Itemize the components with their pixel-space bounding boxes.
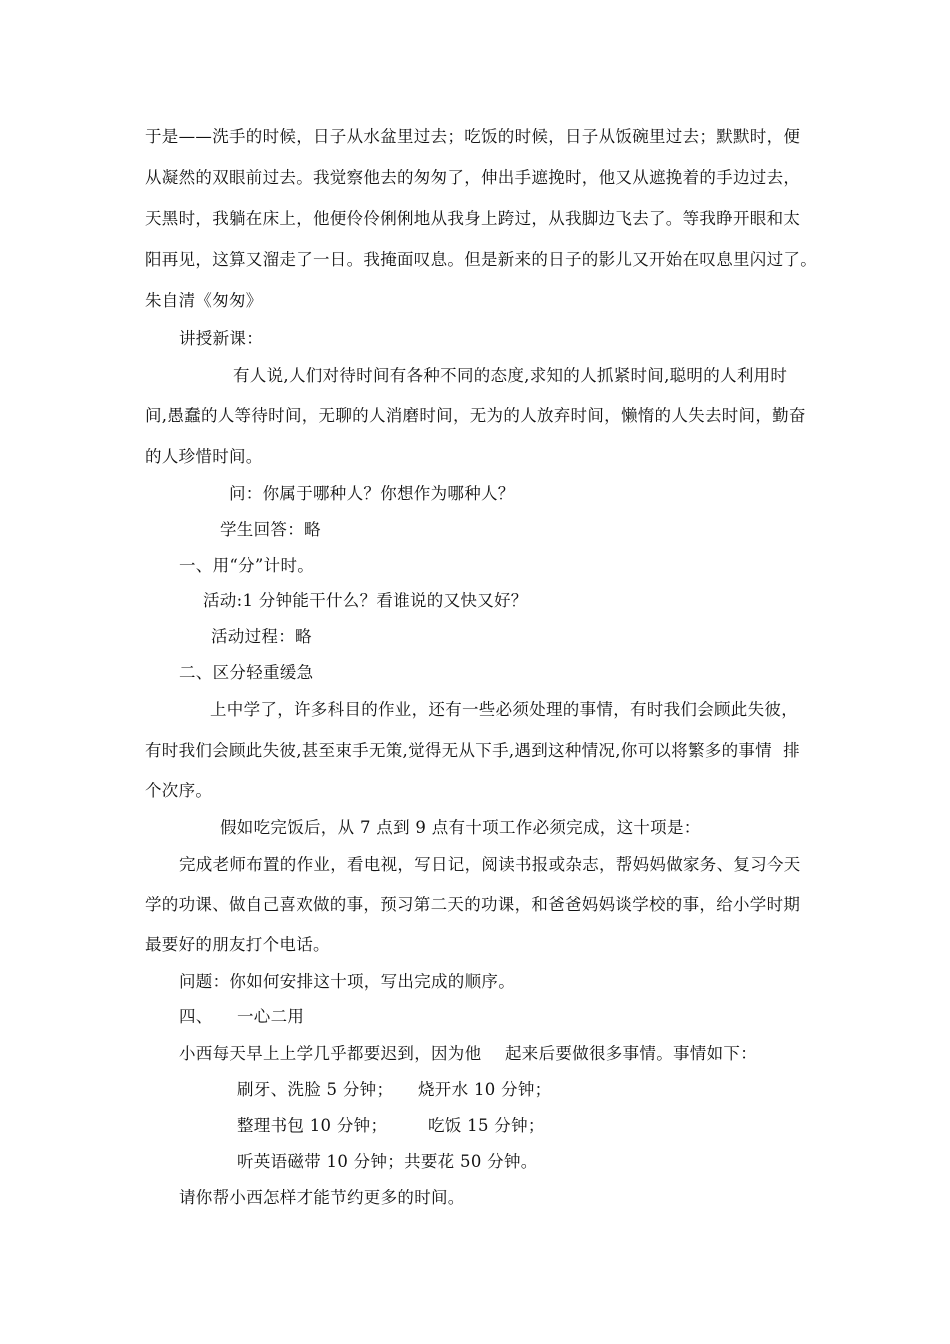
- section4-item-3-left: 听英语磁带 10 分钟；共要花 50 分钟。: [237, 1152, 538, 1171]
- new-lesson-heading: 讲授新课：: [179, 329, 263, 348]
- section1-activity: 活动:1 分钟能干什么？看谁说的又快又好？: [203, 591, 528, 610]
- section4-title: 一心二用: [237, 1007, 305, 1026]
- section4-item-2-left: 整理书包 10 分钟；: [237, 1116, 388, 1135]
- section2-paragraph-line-2: 有时我们会顾此失彼,甚至束手无策,觉得无从下手,遇到这种情况,你可以将繁多的事情 排: [145, 741, 800, 760]
- section2-tasks-line-1: 完成老师布置的作业，看电视，写日记，阅读书报或杂志，帮妈妈做家务、复习今天: [179, 855, 801, 874]
- section2-title: 二、区分轻重缓急: [179, 663, 314, 682]
- section4-closing: 请你帮小西怎样才能节约更多的时间。: [179, 1188, 465, 1207]
- section2-paragraph-line-3: 个次序。: [145, 781, 213, 800]
- section4-intro-part2: 起来后要做很多事情。事情如下：: [505, 1044, 757, 1063]
- student-answer-line: 学生回答：略: [220, 520, 321, 539]
- section4-item-1-right: 烧开水 10 分钟；: [418, 1080, 552, 1099]
- attitudes-line-3: 的人珍惜时间。: [145, 447, 263, 466]
- attitudes-line-2: 间,愚蠢的人等待时间，无聊的人消磨时间，无为的人放弃时间，懒惰的人失去时间，勤奋: [145, 406, 806, 425]
- section4-item-2-right: 吃饭 15 分钟；: [428, 1116, 545, 1135]
- intro-line-3: 天黑时，我躺在床上，他便伶伶俐俐地从我身上跨过，从我脚边飞去了。等我睁开眼和太: [145, 209, 801, 228]
- section2-scenario: 假如吃完饭后，从 7 点到 9 点有十项工作必须完成，这十项是：: [220, 818, 701, 837]
- question-line: 问：你属于哪种人？你想作为哪种人？: [229, 484, 515, 503]
- section2-paragraph-line-1: 上中学了，许多科目的作业，还有一些必须处理的事情，有时我们会顾此失彼，: [210, 700, 798, 719]
- section4-number: 四、: [179, 1007, 213, 1026]
- attitudes-line-1: 有人说,人们对待时间有各种不同的态度,求知的人抓紧时间,聪明的人利用时: [233, 366, 788, 385]
- section1-process: 活动过程：略: [211, 627, 312, 646]
- section4-item-1-left: 刷牙、洗脸 5 分钟；: [237, 1080, 394, 1099]
- section2-problem: 问题：你如何安排这十项，写出完成的顺序。: [179, 972, 515, 991]
- intro-line-2: 从凝然的双眼前过去。我觉察他去的匆匆了，伸出手遮挽时，他又从遮挽着的手边过去，: [145, 168, 801, 187]
- section4-intro-part1: 小西每天早上上学几乎都要迟到，因为他: [179, 1044, 482, 1063]
- section2-tasks-line-3: 最要好的朋友打个电话。: [145, 935, 330, 954]
- section1-title: 一、用“分”计时。: [179, 556, 315, 575]
- intro-line-1: 于是——洗手的时候，日子从水盆里过去；吃饭的时候，日子从饭碗里过去；默默时，便: [145, 127, 801, 146]
- section2-tasks-line-2: 学的功课、做自己喜欢做的事，预习第二天的功课，和爸爸妈妈谈学校的事，给小学时期: [145, 895, 801, 914]
- quote-attribution: 朱自清《匆匆》: [145, 291, 263, 310]
- intro-line-4: 阳再见，这算又溜走了一日。我掩面叹息。但是新来的日子的影儿又开始在叹息里闪过了。: [145, 250, 817, 269]
